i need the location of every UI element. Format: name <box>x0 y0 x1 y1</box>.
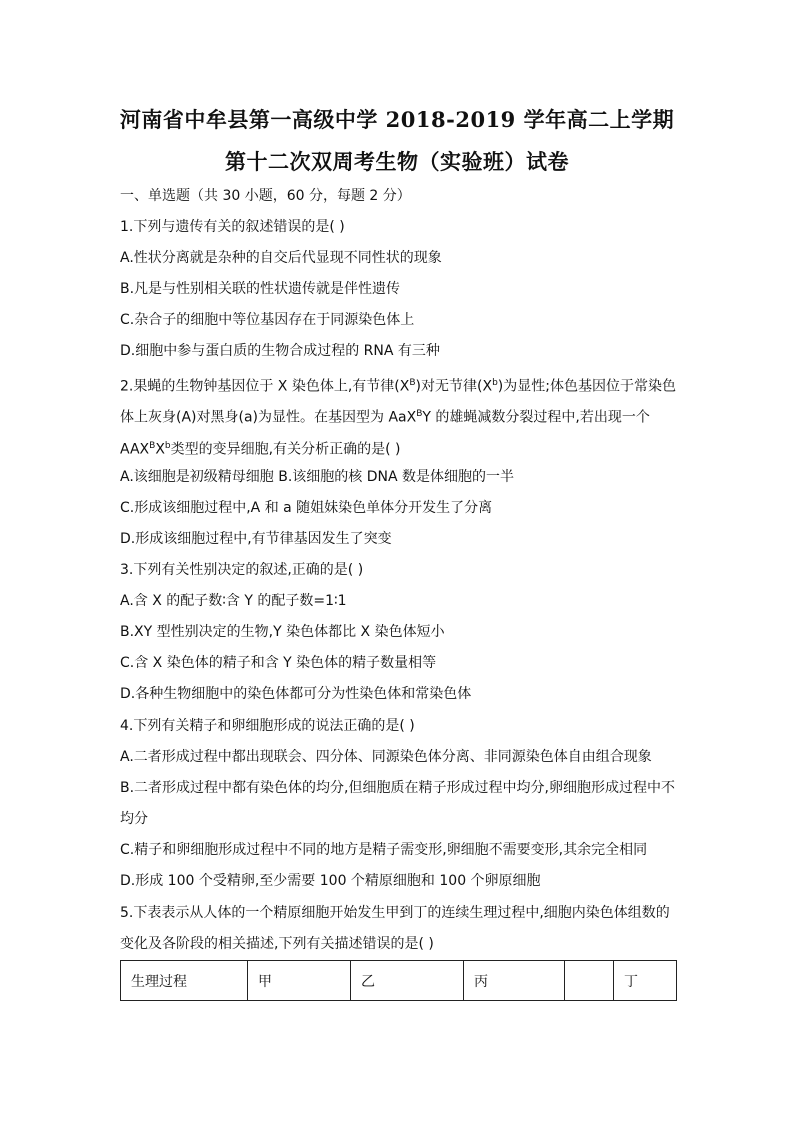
exam-title-line1: 河南省中牟县第一高级中学 2018-2019 学年高二上学期 <box>119 107 675 132</box>
table-cell-bing: 丙 <box>464 961 565 1001</box>
q2-stem-part1: 2.果蝇的生物钟基因位于 X 染色体上,有节律(X <box>120 378 410 395</box>
table-cell-process-header: 生理过程 <box>121 961 248 1001</box>
q2-line3-part1: AAX <box>120 441 150 458</box>
q2-line3-sup2: b <box>164 441 171 451</box>
q4-option-d: D.形成 100 个受精卵,至少需要 100 个精原细胞和 100 个卵原细胞 <box>120 873 541 889</box>
q2-stem-line1 <box>120 373 676 397</box>
q4-stem: 4.下列有关精子和卵细胞形成的说法正确的是( ) <box>120 718 415 734</box>
q2-option-ab: A.该细胞是初级精母细胞 B.该细胞的核 DNA 数是体细胞的一半 <box>120 469 515 485</box>
q2-line2-end: Y 的雄蝇减数分裂过程中,若出现一个 <box>422 409 650 426</box>
q4-option-b-line2: 均分 <box>120 811 148 827</box>
q5-table <box>120 960 677 1001</box>
table-row <box>121 961 677 1001</box>
q2-line2-text: 体上灰身(A)对黑身(a)为显性。在基因型为 AaX <box>120 409 417 426</box>
q3-option-c: C.含 X 染色体的精子和含 Y 染色体的精子数量相等 <box>120 655 437 671</box>
q2-line3-sup1: B <box>149 441 156 451</box>
q1-option-d: D.细胞中参与蛋白质的生物合成过程的 RNA 有三种 <box>120 343 440 359</box>
q4-option-c: C.精子和卵细胞形成过程中不同的地方是精子需变形,卵细胞不需要变形,其余完全相同 <box>120 842 648 858</box>
q2-stem-part3: )为显性;体色基因位于常染色 <box>497 378 676 395</box>
table-cell-yi: 乙 <box>351 961 464 1001</box>
q2-line2-sup: B <box>416 409 423 419</box>
q1-option-c: C.杂合子的细胞中等位基因存在于同源染色体上 <box>120 312 415 328</box>
section-heading: 一、单选题（共 30 小题，60 分，每题 2 分） <box>120 188 411 204</box>
q3-stem: 3.下列有关性别决定的叙述,正确的是( ) <box>120 562 364 578</box>
q2-option-c: C.形成该细胞过程中,A 和 a 随姐妹染色单体分开发生了分离 <box>120 500 493 516</box>
q2-stem-line3 <box>120 436 400 460</box>
q5-stem-line2: 变化及各阶段的相关描述,下列有关描述错误的是( ) <box>120 936 434 952</box>
q1-stem: 1.下列与遗传有关的叙述错误的是( ) <box>120 219 345 235</box>
exam-title-line2: 第十二次双周考生物（实验班）试卷 <box>225 149 569 174</box>
q4-option-b-line1: B.二者形成过程中都有染色体的均分,但细胞质在精子形成过程中均分,卵细胞形成过程中不 <box>120 780 675 796</box>
q1-option-a: A.性状分离就是杂种的自交后代显现不同性状的现象 <box>120 250 442 266</box>
q3-option-b: B.XY 型性别决定的生物,Y 染色体都比 X 染色体短小 <box>120 624 445 640</box>
q2-line3-part2: X <box>155 441 165 458</box>
q5-stem-line1: 5.下表表示从人体的一个精原细胞开始发生甲到丁的连续生理过程中,细胞内染色体组数的 <box>120 905 670 921</box>
table-cell-jia: 甲 <box>248 961 351 1001</box>
q2-sup-b-upper: B <box>409 378 416 388</box>
q2-sup-b-lower: b <box>492 378 498 388</box>
q1-option-b: B.凡是与性别相关联的性状遗传就是伴性遗传 <box>120 281 401 297</box>
q2-stem-line2 <box>120 404 650 428</box>
q4-option-a: A.二者形成过程中都出现联会、四分体、同源染色体分离、非同源染色体自由组合现象 <box>120 749 652 765</box>
q2-line3-part3: 类型的变异细胞,有关分析正确的是( ) <box>170 441 401 458</box>
table-cell-ding: 丁 <box>614 961 677 1001</box>
q2-stem-part2: )对无节律(X <box>415 378 493 395</box>
table-cell-empty <box>565 961 614 1001</box>
q3-option-a: A.含 X 的配子数∶含 Y 的配子数=1∶1 <box>120 593 347 609</box>
q3-option-d: D.各种生物细胞中的染色体都可分为性染色体和常染色体 <box>120 686 472 702</box>
q2-option-d: D.形成该细胞过程中,有节律基因发生了突变 <box>120 531 392 547</box>
